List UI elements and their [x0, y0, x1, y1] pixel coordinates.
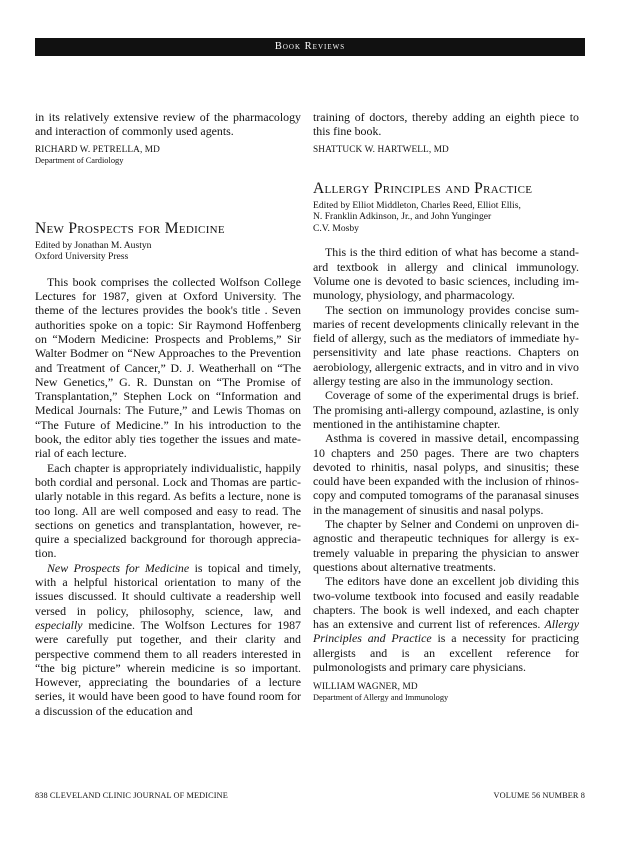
footer-volume: VOLUME 56 NUMBER 8: [493, 791, 585, 800]
continued-review-text: in its relatively extensive review of the pharmacology and interaction of commonly used agents.: [35, 110, 301, 139]
review-paragraph: Asthma is covered in massive detail, encompassing 10 chapters and 250 pages. There are two chapters devoted to rhinitis, nasal polyps, and sinusitis; these could have been expanded with the inclusion of rhinoscopy and computed tomograms of the paranasal sinuses in the management of sinusitis and nasal polyps.: [313, 431, 579, 517]
book-title-italic: Allergy Principles and Practice: [313, 617, 579, 646]
reviewer-department: Department of Cardiology: [35, 155, 124, 165]
reviewer-department: Department of Allergy and Immunology: [313, 693, 449, 703]
review-editor: Edited by Jonathan M. Austyn: [35, 239, 152, 251]
review-paragraph: This is the third edition of what has become a standard textbook in allergy and clinical immunology. Volume one is devoted to basic sciences, including immunology, physiology, and pharmacology.: [313, 245, 579, 303]
review-paragraph: Coverage of some of the experimental drugs is brief. The promising anti-allergy compound, azlastine, is only mentioned in the antihistamine chapter.: [313, 388, 579, 431]
review-paragraph: The section on immunology provides concise summaries of recent developments clinically relevant in the field of allergy, such as the mediators of immediate hypersensitivity and late phase reactions. Chapters on aerobiology, allergenic extracts, and in vitro and in vivo allergy testing are also in the immunology section.: [313, 302, 579, 389]
emphasis-italic: especially: [35, 617, 83, 632]
reviewer-name: RICHARD W. PETRELLA, MD: [35, 144, 160, 155]
footer-journal: 838 CLEVELAND CLINIC JOURNAL OF MEDICINE: [35, 791, 228, 800]
review-paragraph: The chapter by Selner and Condemi on unproven diagnostic and therapeutic techniques for allergy is extremely valuable in preparing the physician to answer questions about alternative treatments.: [313, 517, 579, 574]
section-title: Book Reviews: [274, 41, 346, 52]
reviewer-name: SHATTUCK W. HARTWELL, MD: [313, 144, 449, 155]
section-header-bar: [35, 38, 585, 56]
review-paragraph: New Prospects for Medicine is topical and timely, with a helpful historical orientation to many of the issues discussed. It should cultivate a readership well versed in policy, philosophy, science, law, and especially medicine. The Wolfson Lectures for 1987 were carefully put together, and their clarity and perspective commend them to all readers interested in “the big picture” wherein medicine is so important. However, appreciating the boundaries of a lecture series, it would have been good to have found room for a discussion of the education and: [35, 560, 302, 718]
reviewer-name: WILLIAM WAGNER, MD: [313, 682, 418, 693]
left-column: [35, 110, 301, 718]
review-title: New Prospects for Medicine: [35, 219, 225, 237]
review-editors: N. Franklin Adkinson, Jr., and John Yunginger: [313, 211, 492, 223]
continued-review-text: training of doctors, thereby adding an eighth piece to this fine book.: [313, 110, 579, 139]
review-paragraph: The editors have done an excellent job dividing this two-volume textbook into focused and easily readable chapters. The book is well indexed, and each chapter has an extensive and current list of references. Allergy Principles and Practice is a necessity for practicing allergists and is an excellent reference for pulmonologists and primary care physicians.: [313, 574, 580, 674]
review-publisher: C.V. Mosby: [313, 222, 359, 234]
right-column: [313, 110, 579, 703]
review-paragraph: Each chapter is appropriately individualistic, happily both cordial and personal. Lock and Thomas are particularly notable in this regard. As befits a lecture, none is too long. All are well composed and easy to read. The sections on genetics and transplantation, however, require a specialized background for thorough appreciation.: [35, 460, 301, 561]
book-title-italic: New Prospects for Medicine: [47, 560, 190, 575]
review-editors: Edited by Elliot Middleton, Charles Reed, Elliot Ellis,: [313, 199, 521, 211]
review-paragraph: This book comprises the collected Wolfson College Lectures for 1987, given at Oxford University. The theme of the lectures provides the book's title . Seven authorities spoke on a topic: Sir Raymond Hoffenberg on “Modern Medicine: Prospects and Problems,” Sir Walter Bodmer on “New Approaches to the Prevention and Treatment of Cancer,” D. J. Weatherhall on “The New Genetics,” G. R. Dunstan on “The Promise of Transplantation,” Stephen Lock on “Information and Medical Journals: The Future,” and Lewis Thomas on “The Future of Medicine.” In his introduction to the book, the editor ably ties together the issues and material of each lecture.: [35, 274, 301, 461]
review-publisher: Oxford University Press: [35, 251, 129, 263]
review-title: Allergy Principles and Practice: [313, 179, 533, 197]
